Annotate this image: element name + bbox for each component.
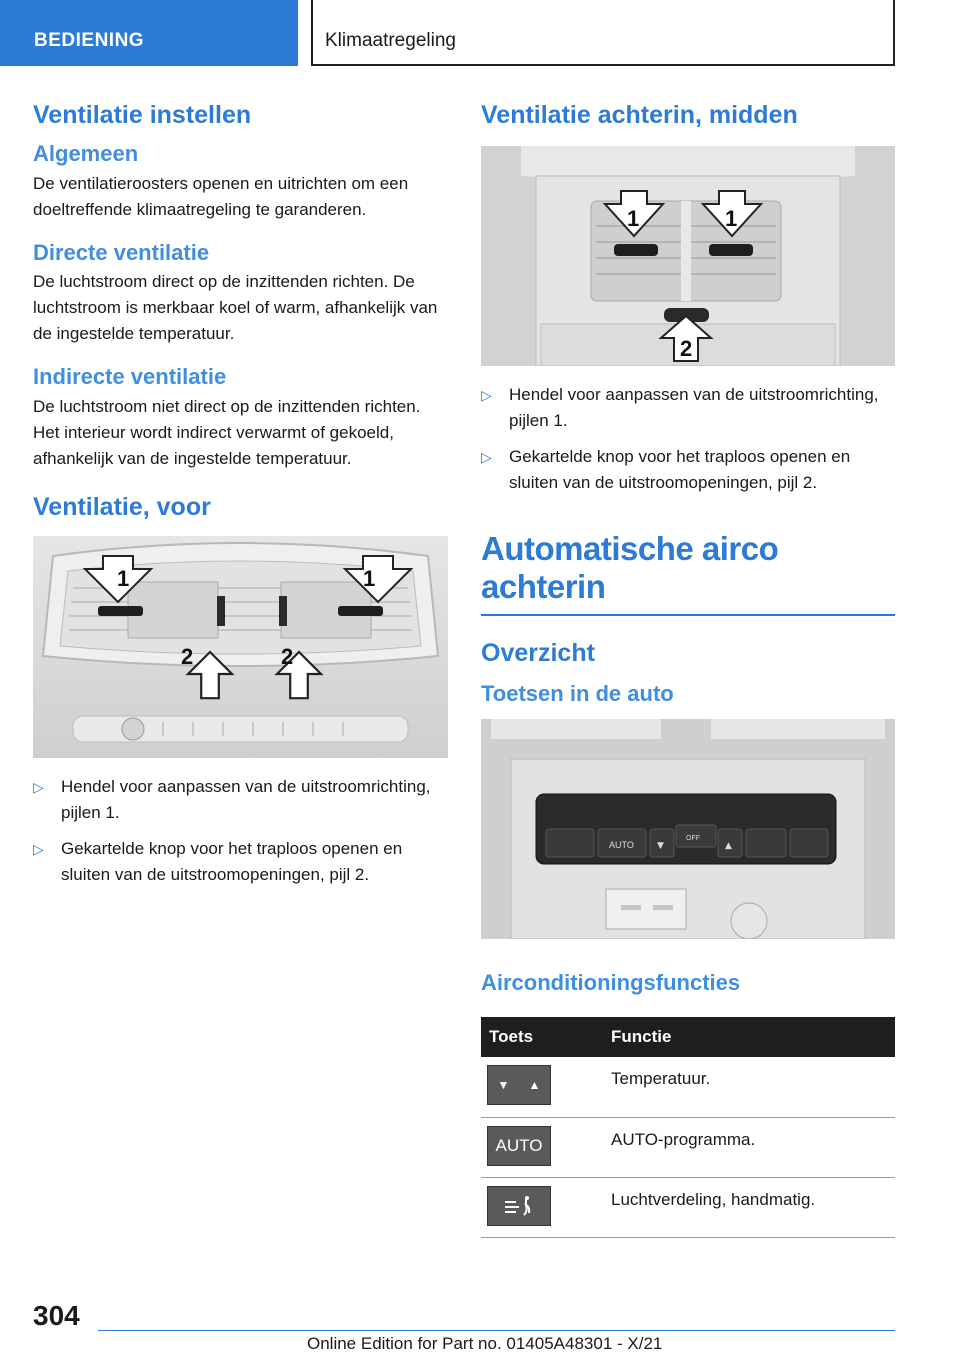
rear-arrow-label-1b: 1 bbox=[725, 206, 738, 231]
indirecte-ventilatie-heading: Indirecte ventilatie bbox=[33, 364, 227, 390]
rear-arrow-label-2: 2 bbox=[680, 336, 693, 361]
list-item: ▷ Gekartelde knop voor het traploos openen en sluiten van de uitstroomopeningen, pijl 2. bbox=[33, 836, 448, 888]
auto-button-icon: AUTO bbox=[487, 1126, 551, 1166]
ventilatie-voor-heading: Ventilatie, voor bbox=[33, 492, 211, 521]
table-row bbox=[481, 1057, 895, 1117]
triangle-bullet-icon: ▷ bbox=[33, 778, 44, 795]
temperature-arrows-icon: ▼ ▲ bbox=[487, 1065, 551, 1105]
rear-vents-list bbox=[481, 382, 895, 496]
section-title: BEDIENING bbox=[34, 30, 145, 51]
airconditioningsfuncties-heading: Airconditioningsfuncties bbox=[481, 969, 741, 995]
rear-panel-illustration bbox=[481, 719, 895, 939]
table-header-row bbox=[481, 1017, 895, 1057]
table-row bbox=[481, 1177, 895, 1237]
function-text: AUTO-programma. bbox=[603, 1117, 895, 1177]
list-item: ▷ Gekartelde knop voor het traploos openen en sluiten van de uitstroomopeningen, pijl 2. bbox=[481, 444, 895, 496]
list-item: ▷ Hendel voor aanpassen van de uitstroomrichting, pijlen 1. bbox=[481, 382, 895, 434]
footer-divider bbox=[98, 1330, 895, 1331]
rear-panel-figure bbox=[481, 719, 895, 939]
edition-note: Online Edition for Part no. 01405A48301 - X/21 bbox=[307, 1334, 663, 1353]
ventilatie-achterin-heading: Ventilatie achterin, midden bbox=[481, 101, 798, 129]
front-arrow-label-1b: 1 bbox=[363, 565, 376, 591]
column-header-toets: Toets bbox=[481, 1017, 603, 1057]
rear-arrow-label-1a: 1 bbox=[627, 206, 640, 231]
chapter-tab bbox=[311, 0, 895, 66]
panel-off-label: OFF bbox=[686, 834, 700, 842]
svg-text:▲: ▲ bbox=[725, 840, 732, 851]
function-text: Luchtverdeling, handmatig. bbox=[603, 1177, 895, 1237]
toetsen-heading: Toetsen in de auto bbox=[481, 681, 674, 706]
rear-vents-figure bbox=[481, 146, 895, 366]
algemeen-heading: Algemeen bbox=[33, 141, 139, 166]
list-item: ▷ Hendel voor aanpassen van de uitstroomrichting, pijlen 1. bbox=[33, 774, 448, 826]
front-vents-illustration bbox=[33, 536, 448, 758]
front-vents-figure bbox=[33, 536, 448, 758]
function-text: Temperatuur. bbox=[603, 1057, 895, 1117]
triangle-bullet-icon: ▷ bbox=[33, 840, 44, 857]
functions-table bbox=[481, 1017, 895, 1238]
table-row bbox=[481, 1117, 895, 1177]
page-header bbox=[0, 0, 960, 66]
column-header-functie: Functie bbox=[603, 1017, 895, 1057]
front-arrow-label-2a: 2 bbox=[181, 643, 194, 669]
triangle-bullet-icon: ▷ bbox=[481, 449, 492, 465]
front-vents-list bbox=[33, 774, 448, 888]
directe-ventilatie-heading: Directe ventilatie bbox=[33, 239, 210, 265]
ventilatie-instellen-heading: Ventilatie instellen bbox=[33, 101, 252, 129]
svg-text:▼: ▼ bbox=[657, 840, 664, 851]
indirecte-ventilatie-text: De luchtstroom niet direct op de inzittenden richten. Het interieur wordt indirect verwarmt of gekoeld, afhankelijk van de ingestelde temperatuur. bbox=[33, 396, 421, 468]
air-distribution-icon bbox=[487, 1186, 551, 1226]
rear-vents-illustration bbox=[481, 146, 895, 366]
page-number: 304 bbox=[33, 1300, 80, 1331]
automatische-airco-heading: Automatische airco achterin bbox=[481, 530, 895, 616]
triangle-bullet-icon: ▷ bbox=[481, 387, 492, 403]
front-arrow-label-2b: 2 bbox=[281, 643, 294, 669]
panel-auto-label: AUTO bbox=[609, 839, 634, 850]
chapter-title: Klimaatregeling bbox=[325, 30, 456, 51]
left-column bbox=[33, 100, 448, 898]
overzicht-heading: Overzicht bbox=[481, 639, 595, 667]
right-column bbox=[481, 100, 895, 1238]
front-arrow-label-1a: 1 bbox=[117, 565, 130, 591]
algemeen-text: De ventilatieroosters openen en uitrichten om een doeltreffende klimaatregeling te garanderen. bbox=[33, 173, 409, 219]
section-tab bbox=[0, 0, 298, 66]
directe-ventilatie-text: De luchtstroom direct op de inzittenden richten. De luchtstroom is merkbaar koel of warm, afhankelijk van de ingestelde temperatuur. bbox=[33, 272, 438, 344]
